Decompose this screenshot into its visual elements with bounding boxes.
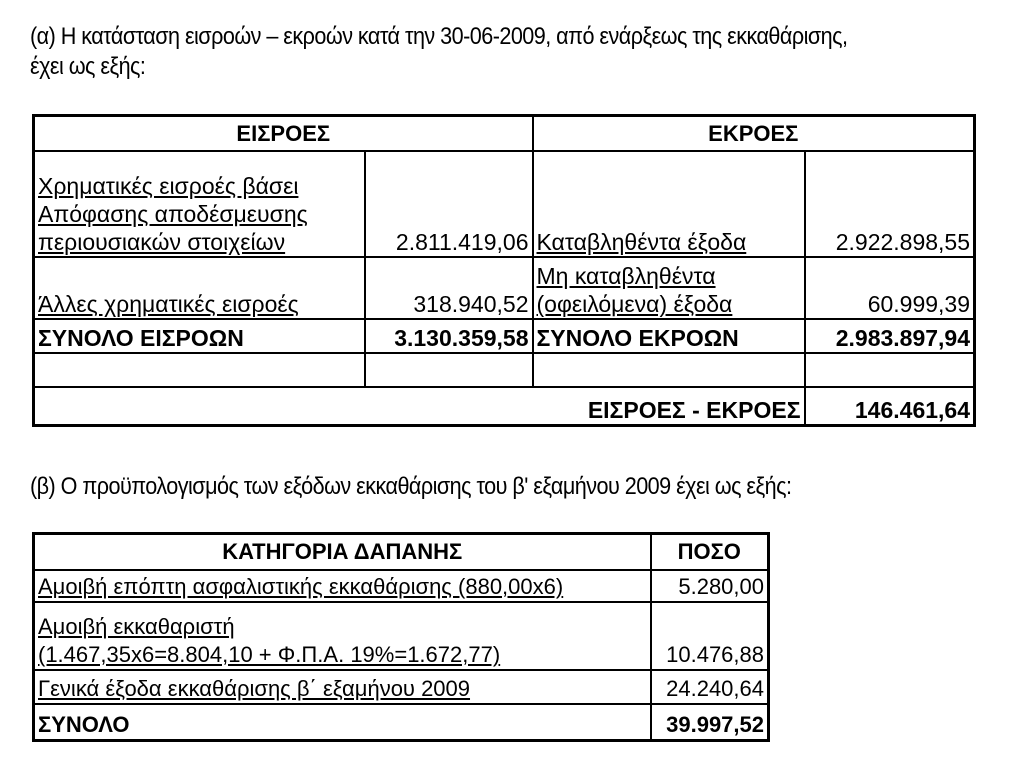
intro-paragraph-a: [30, 22, 847, 82]
difference-label: ΕΙΣΡΟΕΣ - ΕΚΡΟΕΣ: [34, 387, 805, 426]
inflow-value-2: 318.940,52: [365, 257, 533, 319]
header-inflows: ΕΙΣΡΟΕΣ: [34, 116, 533, 152]
empty-cell: [365, 353, 533, 387]
inflow-label-1-line-1: Χρηματικές εισροές βάσει: [38, 173, 299, 199]
expense-value-3: 24.240,64: [651, 670, 769, 704]
expense-value-2: 10.476,88: [651, 602, 769, 670]
outflow-label-2: [533, 257, 805, 319]
inflow-label-1-line-2: Απόφασης αποδέσμευσης: [38, 201, 308, 227]
outflow-label-2-line-1: Μη καταβληθέντα: [536, 263, 716, 289]
inflows-outflows-table: [32, 114, 976, 427]
expense-label-2-line-2: (1.467,35x6=8.804,10 + Φ.Π.Α. 19%=1.672,77): [38, 642, 501, 667]
total-inflows-label: ΣΥΝΟΛΟ ΕΙΣΡΟΩΝ: [34, 319, 365, 353]
total-inflows-value: 3.130.359,58: [365, 319, 533, 353]
empty-cell: [34, 353, 365, 387]
total-outflows-label: ΣΥΝΟΛΟ ΕΚΡΟΩΝ: [533, 319, 805, 353]
inflow-value-1: 2.811.419,06: [365, 151, 533, 257]
inflow-label-2-line-1: Άλλες χρηματικές εισροές: [38, 291, 299, 317]
expense-label-2: [34, 602, 651, 670]
inflow-label-1-line-3: περιουσιακών στοιχείων: [38, 229, 286, 255]
expense-label-2-line-1: Αμοιβή εκκαθαριστή: [38, 614, 235, 639]
expense-label-1: [34, 570, 651, 602]
expense-label-1-line-1: Αμοιβή επόπτη ασφαλιστικής εκκαθάρισης (880,00x6): [38, 574, 564, 599]
header-outflows: ΕΚΡΟΕΣ: [533, 116, 975, 152]
outflow-label-2-line-2: (οφειλόμενα) έξοδα: [536, 291, 733, 317]
expense-label-3: [34, 670, 651, 704]
expense-budget-table: [32, 532, 770, 742]
outflow-label-1: [533, 151, 805, 257]
expense-label-3-line-1: Γενικά έξοδα εκκαθάρισης β΄ εξαμήνου 2009: [38, 676, 471, 701]
expense-total-label: ΣΥΝΟΛΟ: [34, 704, 651, 741]
expense-value-1: 5.280,00: [651, 570, 769, 602]
inflow-label-1: [34, 151, 365, 257]
outflow-value-1: 2.922.898,55: [805, 151, 975, 257]
outflow-value-2: 60.999,39: [805, 257, 975, 319]
difference-value: 146.461,64: [805, 387, 975, 426]
header-category: ΚΑΤΗΓΟΡΙΑ ΔΑΠΑΝΗΣ: [34, 534, 651, 571]
outflow-label-1-line-1: Καταβληθέντα έξοδα: [536, 229, 747, 255]
intro-a-line-1: (α) Η κατάσταση εισροών – εκροών κατά την 30-06-2009, από ενάρξεως της εκκαθάρισης,: [30, 23, 848, 50]
empty-cell: [533, 353, 805, 387]
intro-a-line-2: έχει ως εξής:: [30, 53, 146, 80]
header-amount: ΠΟΣΟ: [651, 534, 769, 571]
empty-cell: [805, 353, 975, 387]
expense-total-value: 39.997,52: [651, 704, 769, 741]
intro-paragraph-b: (β) Ο προϋπολογισμός των εξόδων εκκαθάρισης του β' εξαμήνου 2009 έχει ως εξής:: [30, 473, 792, 500]
inflow-label-2: [34, 257, 365, 319]
total-outflows-value: 2.983.897,94: [805, 319, 975, 353]
